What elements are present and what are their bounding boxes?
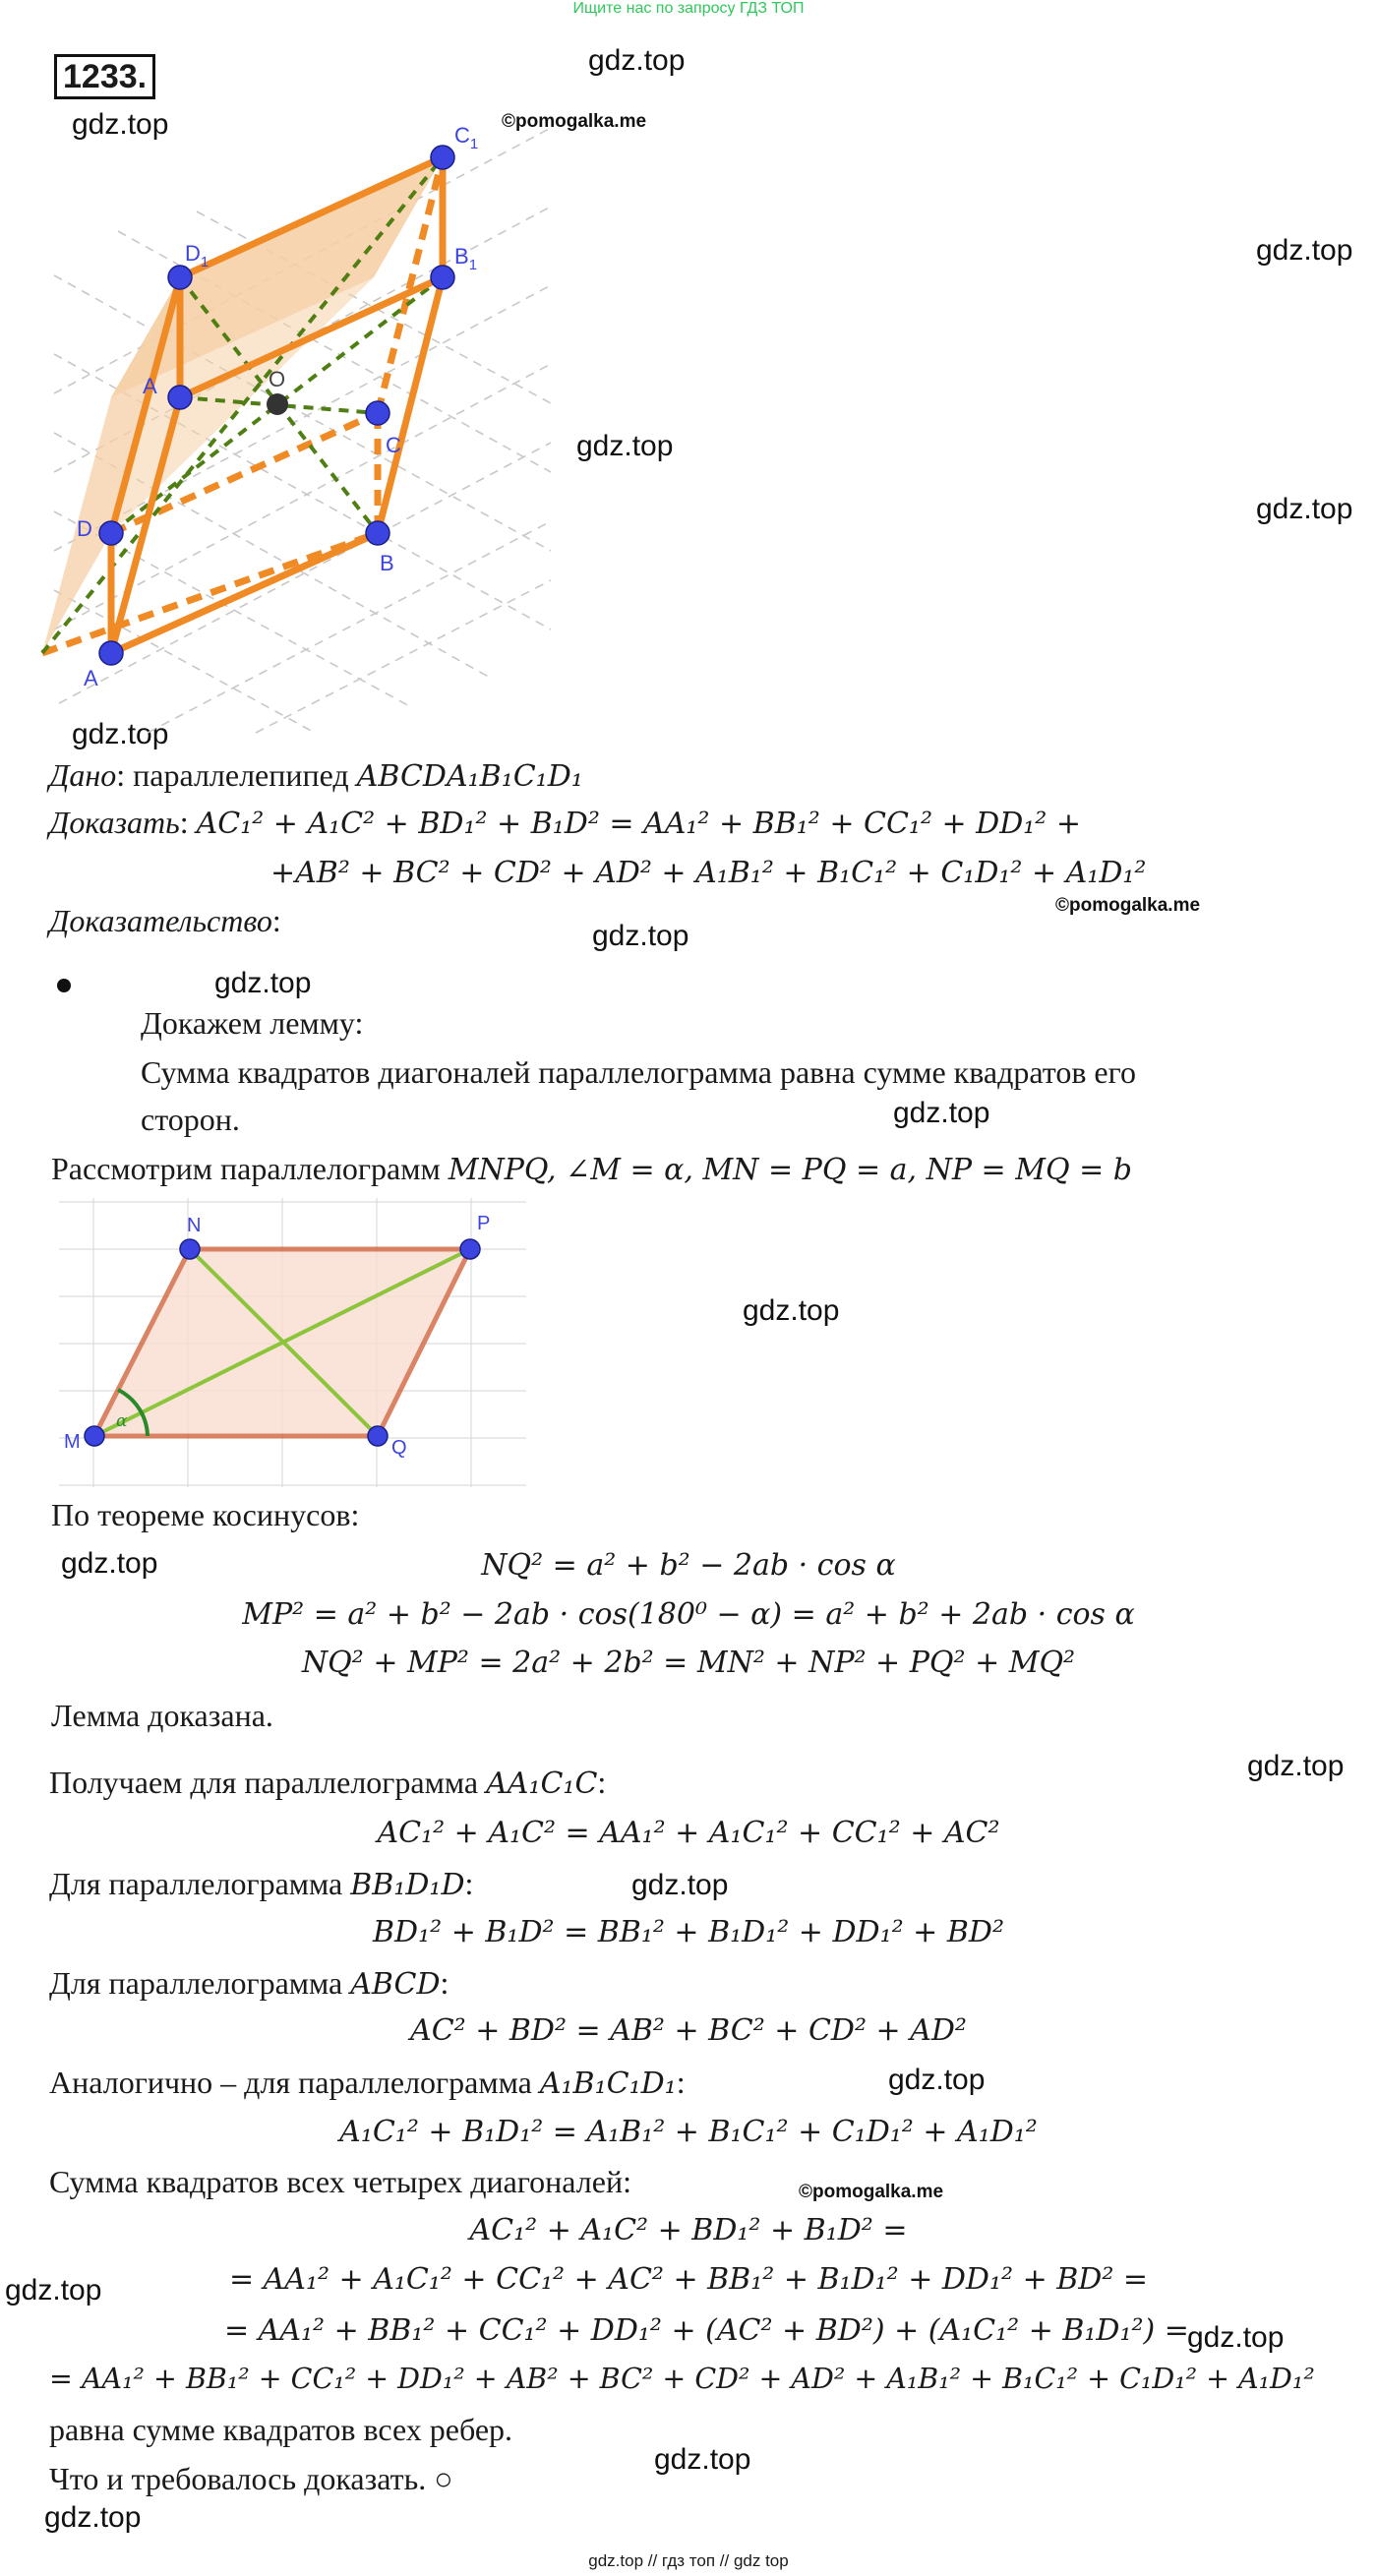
for3-text: Для параллелограмма: [49, 1965, 351, 2001]
watermark: gdz.top: [631, 1869, 729, 1901]
watermark: gdz.top: [44, 2501, 142, 2534]
top-banner[interactable]: Ищите нас по запросу ГДЗ ТОП: [572, 0, 805, 17]
for2-math: BB₁D₁D: [350, 1868, 465, 1902]
equation-sum-1: AC₁² + A₁C² + BD₁² + B₁D² =: [469, 2213, 908, 2247]
watermark: gdz.top: [5, 2274, 102, 2306]
vertex-p: [460, 1239, 480, 1259]
watermark: gdz.top: [72, 718, 169, 750]
equation-sum-4: = AA₁² + BB₁² + CC₁² + DD₁² + AB² + BC² + CD² + AD² + A₁B₁² + B₁C₁² + C₁D₁² + A₁D₁²: [49, 2363, 1315, 2395]
angle-alpha-label: α: [116, 1411, 128, 1431]
given-text: : параллелепипед: [116, 757, 357, 793]
label-b1: B: [454, 244, 469, 269]
analog-line: Аналогично – для параллелограмма A₁B₁C₁D₁:: [49, 2065, 686, 2101]
equation-aa1c1c: AC₁² + A₁C² = AA₁² + A₁C₁² + CC₁² + AC²: [377, 1816, 1000, 1850]
svg-text:C1: $C_1$: [454, 123, 479, 152]
watermark: gdz.top: [214, 967, 312, 999]
svg-text:B1: $B_1$: [454, 244, 478, 273]
watermark: gdz.top: [888, 2064, 986, 2096]
equation-nq: NQ² = a² + b² − 2ab · cos α: [481, 1548, 896, 1583]
vertex-n: [180, 1239, 200, 1259]
given-line: [49, 757, 583, 794]
equation-a1b1c1d1: A₁C₁² + B₁D₁² = A₁B₁² + B₁C₁² + C₁D₁² + A₁D₁²: [339, 2115, 1038, 2149]
label-a: A: [84, 666, 98, 690]
sum-diagonals-text: Сумма квадратов всех четырех диагоналей:: [49, 2164, 631, 2199]
label-p: P: [477, 1213, 491, 1234]
vertex-b1: [431, 266, 454, 289]
footer-links[interactable]: gdz.top // гдз топ // gdz top: [588, 2551, 789, 2570]
get-text: Получаем для параллелограмма: [49, 1765, 487, 1800]
label-a1: A: [143, 374, 157, 398]
get-math: AA₁C₁C: [486, 1767, 598, 1801]
consider-line: [51, 1151, 1132, 1187]
label-d1: D: [185, 241, 201, 266]
proof-label: Доказательство: [49, 903, 272, 938]
lemma-statement-2: сторон.: [141, 1102, 240, 1137]
watermark: gdz.top: [1256, 234, 1353, 267]
for3-line: Для параллелограмма ABCD:: [49, 1965, 449, 2002]
proof-heading: Доказательство:: [49, 903, 281, 938]
label-m: M: [64, 1431, 81, 1453]
problem-number: 1233.: [54, 54, 155, 99]
cosine-theorem-text: По теореме косинусов:: [51, 1497, 360, 1532]
svg-text:A: [143, 374, 157, 398]
label-c1: C: [454, 123, 470, 148]
lemma-intro: Докажем лемму:: [141, 1005, 364, 1041]
consider-text: Рассмотрим параллелограмм: [51, 1151, 449, 1186]
vertex-q: [368, 1426, 388, 1446]
equation-sum-lemma: NQ² + MP² = 2a² + 2b² = MN² + NP² + PQ² + MQ²: [301, 1646, 1076, 1680]
equation-sum-2: = AA₁² + A₁C₁² + CC₁² + AC² + BB₁² + B₁D₁² + DD₁² + BD² =: [228, 2262, 1149, 2297]
vertex-b: [366, 521, 389, 545]
equation-sum-3: = AA₁² + BB₁² + CC₁² + DD₁² + (AC² + BD²) + (A₁C₁² + B₁D₁²) =: [224, 2313, 1189, 2348]
qed-text: Что и требовалось доказать. ○: [49, 2461, 453, 2496]
vertex-c: [366, 401, 389, 425]
copyright-mark: ©pomogalka.me: [1055, 895, 1201, 916]
prove-equation-1: AC₁² + A₁C² + BD₁² + B₁D² = AA₁² + BB₁² + CC₁² + DD₁² +: [196, 807, 1082, 841]
label-c: C: [386, 433, 401, 457]
analog-text: Аналогично – для параллелограмма: [49, 2065, 540, 2100]
watermark: gdz.top: [588, 44, 686, 77]
vertex-d: [99, 521, 123, 545]
equation-abcd: AC² + BD² = AB² + BC² + CD² + AD²: [410, 2013, 967, 2048]
watermark: gdz.top: [1247, 1750, 1345, 1782]
label-n: N: [187, 1215, 202, 1236]
parallelogram-figure: [54, 1195, 536, 1490]
watermark: gdz.top: [61, 1547, 158, 1580]
watermark: gdz.top: [743, 1294, 840, 1327]
lemma-statement-1: Сумма квадратов диагоналей параллелограмма равна сумме квадратов его: [141, 1054, 1136, 1090]
prove-line: Доказать: AC₁² + A₁C² + BD₁² + B₁D² = AA₁² + BB₁² + CC₁² + DD₁² +: [49, 805, 1082, 841]
center-point-o: [267, 393, 288, 415]
watermark: gdz.top: [1187, 2321, 1285, 2354]
prove-equation-2: +AB² + BC² + CD² + AD² + A₁B₁² + B₁C₁² + C₁D₁² + A₁D₁²: [270, 856, 1147, 890]
get-line: Получаем для параллелограмма AA₁C₁C:: [49, 1765, 607, 1801]
watermark: gdz.top: [654, 2443, 751, 2476]
prove-label: Доказать: [49, 805, 180, 840]
svg-text:D1: $D_1$: [185, 241, 210, 270]
watermark: gdz.top: [592, 920, 689, 952]
lemma-proved-text: Лемма доказана.: [51, 1698, 273, 1733]
equals-text: равна сумме квадратов всех ребер.: [49, 2412, 513, 2447]
for2-line: Для параллелограмма BB₁D₁D:: [49, 1866, 474, 1902]
watermark: gdz.top: [72, 108, 169, 141]
watermark: gdz.top: [893, 1097, 990, 1129]
vertex-c1: [431, 146, 454, 169]
label-q: Q: [391, 1437, 407, 1459]
label-b: B: [380, 551, 394, 575]
copyright-mark: ©pomogalka.me: [502, 111, 647, 132]
label-o: O: [269, 367, 286, 391]
label-d: D: [77, 516, 92, 541]
bullet-point: [57, 979, 71, 992]
watermark: gdz.top: [576, 430, 674, 462]
given-label: Дано: [49, 757, 117, 793]
vertex-d1: [168, 266, 192, 289]
for3-math: ABCD: [350, 1967, 441, 2002]
equation-mp: MP² = a² + b² − 2ab · cos(180⁰ − α) = a² + b² + 2ab · cos α: [242, 1597, 1135, 1632]
for2-text: Для параллелограмма: [49, 1866, 351, 1901]
watermark: gdz.top: [1256, 493, 1353, 525]
vertex-a: [99, 641, 123, 665]
copyright-mark: ©pomogalka.me: [799, 2182, 944, 2202]
analog-math: A₁B₁C₁D₁: [539, 2067, 677, 2101]
consider-math: MNPQ, ∠M = α, MN = PQ = a, NP = MQ = b: [448, 1153, 1132, 1187]
vertex-m: [85, 1426, 104, 1446]
vertex-a1: [168, 386, 192, 409]
equation-bb1d1d: BD₁² + B₁D² = BB₁² + B₁D₁² + DD₁² + BD²: [373, 1915, 1004, 1949]
given-math: ABCDA₁B₁C₁D₁: [356, 759, 583, 794]
